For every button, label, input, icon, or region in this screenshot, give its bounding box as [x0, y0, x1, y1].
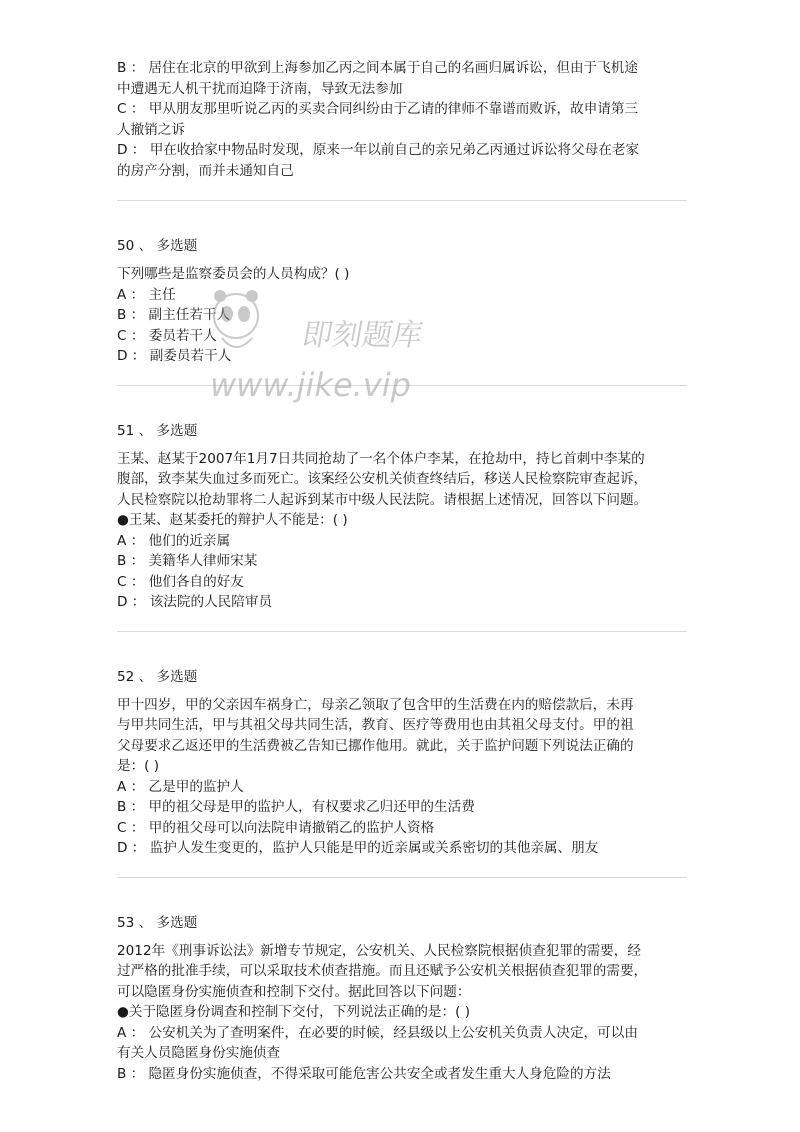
prev-question-options — [117, 58, 687, 181]
option-c: C ： 他们各自的好友 — [117, 573, 244, 590]
option-a: A ： 他们的近亲属 — [117, 532, 231, 549]
option-b: B ： 甲的祖父母是甲的监护人，有权要求乙归还甲的生活费 — [117, 799, 475, 815]
option-line: C ： 甲从朋友那里听说乙丙的买卖合同纠纷由于乙请的律师不靠谱而败诉，故申请第三 — [117, 101, 639, 117]
question-stem: 王某、赵某于2007年1月7日共同抢劫了一名个体户李某，在抢劫中，持匕首刺中李某的 — [117, 450, 645, 467]
question-header: 52 、 多选题 — [117, 668, 198, 685]
option-b: B ： 副主任若干人 — [117, 307, 231, 323]
option-line: D ： 甲在收拾家中物品时发现，原来一年以前自己的亲兄弟乙丙通过诉讼将父母在老家 — [117, 142, 640, 158]
option-d: D ： 副委员若干人 — [117, 348, 232, 364]
option-c — [117, 99, 687, 140]
option-a: 有关人员隐匿身份实施侦查 — [117, 1045, 281, 1061]
option-c: C ： 委员若干人 — [117, 327, 217, 344]
option-line: B ： 居住在北京的甲欲到上海参加乙丙之间本属于自己的名画归属诉讼，但由于飞机途 — [117, 60, 638, 76]
question-stem: 腹部，致李某失血过多而死亡。该案经公安机关侦查终结后，移送人民检察院审查起诉， — [117, 471, 648, 487]
question-51 — [117, 421, 687, 613]
question-stem: ●王某、赵某委托的辩护人不能是：( ) — [117, 512, 348, 528]
option-line: 人撤销之诉 — [117, 121, 185, 138]
option-line: 中遭遇无人机干扰而迫降于济南，导致无法参加 — [117, 80, 403, 97]
question-stem: 父母要求乙返还甲的生活费被乙告知已挪作他用。就此，关于监护问题下列说法正确的 — [117, 737, 634, 754]
question-stem: 与甲共同生活，甲与其祖父母共同生活，教育、医疗等费用也由其祖父母支付。甲的祖 — [117, 717, 634, 733]
question-53 — [117, 913, 687, 1085]
question-52 — [117, 667, 687, 859]
option-a: A ： 乙是甲的监护人 — [117, 778, 244, 795]
question-header: 50 、 多选题 — [117, 238, 198, 254]
exam-page — [117, 58, 687, 1084]
option-b: B ： 隐匿身份实施侦查，不得采取可能危害公共安全或者发生重大人身危险的方法 — [117, 1065, 611, 1082]
question-stem: 过严格的批准手续，可以采取技术侦查措施。而且还赋予公安机关根据侦查犯罪的需要， — [117, 963, 648, 979]
question-stem: ●关于隐匿身份调查和控制下交付，下列说法正确的是：( ) — [117, 1004, 471, 1020]
watermark-url: www.jike.vip — [210, 366, 411, 404]
option-c: C ： 甲的祖父母可以向法院申请撤销乙的监护人资格 — [117, 819, 435, 836]
question-50 — [117, 236, 687, 367]
question-stem: 甲十四岁，甲的父亲因车祸身亡，母亲乙领取了包含甲的生活费在内的赔偿款后，未再 — [117, 696, 634, 713]
option-d: D ： 该法院的人民陪审员 — [117, 594, 273, 610]
option-b — [117, 58, 687, 99]
question-stem: 2012年《刑事诉讼法》新增专节规定，公安机关、人民检察院根据侦查犯罪的需要，经 — [117, 942, 641, 959]
question-stem: 下列哪些是监察委员会的人员构成？( ) — [117, 266, 350, 282]
question-header: 53 、 多选题 — [117, 914, 198, 931]
question-stem: 可以隐匿身份实施侦查和控制下交付。据此回答以下问题： — [117, 983, 471, 1000]
option-a: A ： 公安机关为了查明案件，在必要的时候，经县级以上公安机关负责人决定，可以由 — [117, 1024, 638, 1041]
option-b: B ： 美籍华人律师宋某 — [117, 553, 258, 569]
divider — [117, 200, 687, 201]
divider — [117, 385, 687, 386]
option-d — [117, 140, 687, 181]
watermark-brand: 即刻题库 — [299, 318, 426, 353]
question-header: 51 、 多选题 — [117, 422, 198, 439]
divider — [117, 877, 687, 878]
option-a: A ： 主任 — [117, 286, 176, 303]
question-stem: 是：( ) — [117, 758, 160, 774]
option-d: D ： 监护人发生变更的，监护人只能是甲的近亲属或关系密切的其他亲属、朋友 — [117, 840, 599, 856]
divider — [117, 631, 687, 632]
option-line: 的房产分割，而并未通知自己 — [117, 162, 294, 179]
question-stem: 人民检察院以抢劫罪将二人起诉到某市中级人民法院。请根据上述情况，回答以下问题。 — [117, 491, 648, 508]
